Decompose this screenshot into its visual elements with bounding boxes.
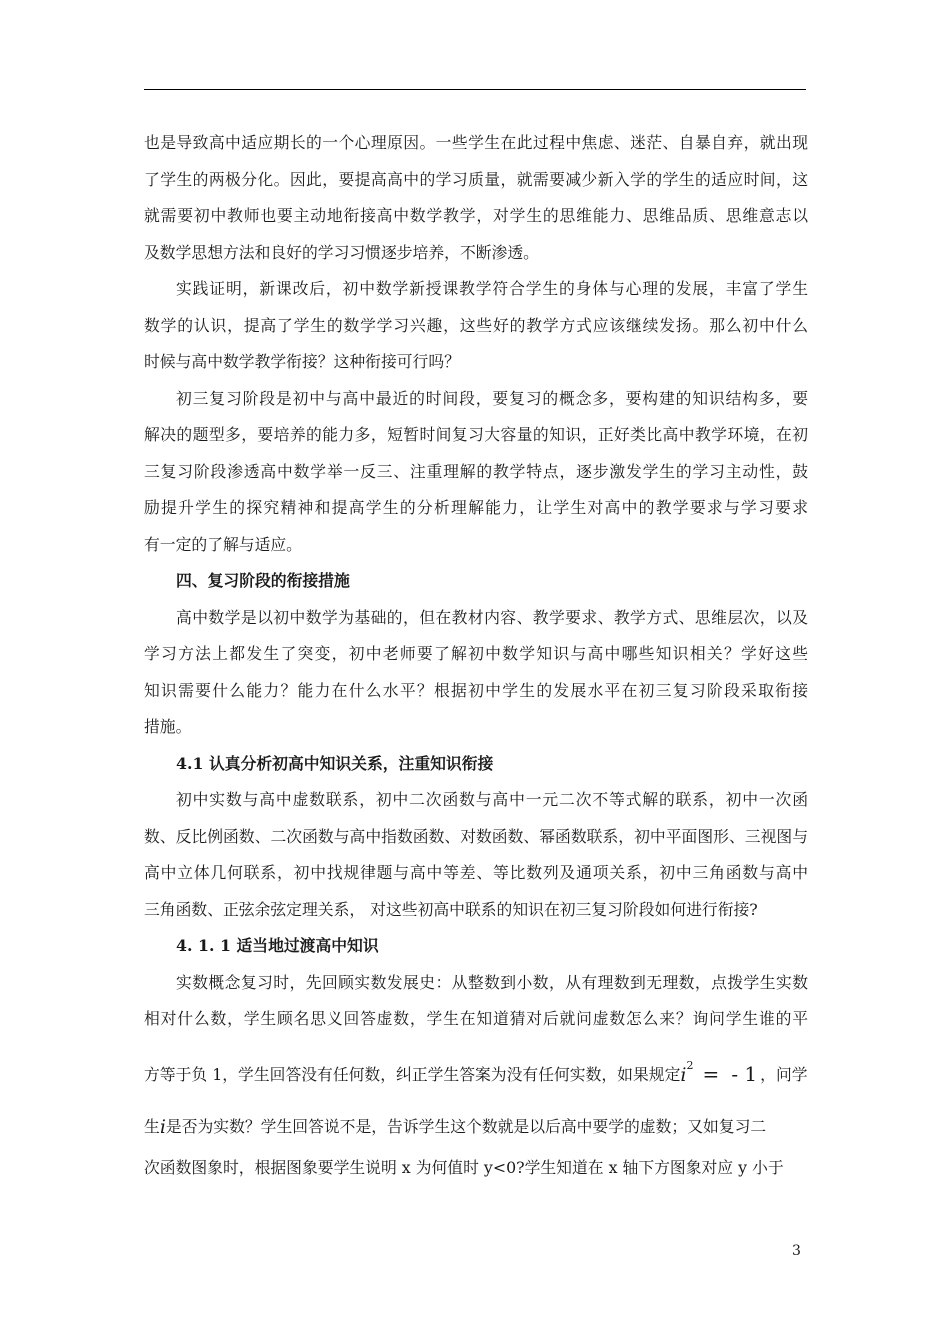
text-line: 相对什么数，学生顾名思义回答虚数，学生在知道猜对后就问虚数怎么来？询问学生谁的平 [144,1009,808,1028]
text-line: 高中数学是以初中数学为基础的，但在教材内容、教学要求、教学方式、思维层次，以及 [176,607,808,627]
text-line: 了学生的两极分化。因此，要提高高中的学习质量，就需要减少新入学的学生的适应时间，这 [144,169,808,189]
text-line: 及数学思想方法和良好的学习习惯逐步培养，不断渗透。 [144,242,539,262]
text-segment: 方等于负 1，学生回答没有任何数，纠正学生答案为没有任何实数，如果规定 [144,1065,681,1084]
paragraph-4 [144,600,808,746]
text-segment: 是否为实数？学生回答说不是，告诉学生这个数就是以后高中要学的虚数；又如复习二 [165,1117,767,1136]
math-equals: = [702,1062,720,1086]
section-heading-4-1: 4.1 认真分析初高中知识关系，注重知识衔接 [176,753,494,773]
text-line: 学习方法上都发生了突变，初中老师要了解初中数学知识与高中哪些知识相关？学好这些 [144,644,808,663]
section-heading-4-1-1: 4. 1. 1 适当地过渡高中知识 [176,936,379,955]
paragraph-1 [144,125,808,271]
text-line: 有一定的了解与适应。 [144,534,302,554]
paragraph-2 [144,271,808,381]
paragraph-3 [144,381,808,564]
text-line: 初三复习阶段是初中与高中最近的时间段，要复习的概念多，要构建的知识结构多，要 [176,388,808,408]
section-heading-4: 四、复习阶段的衔接措施 [176,571,350,590]
header-rule [144,89,806,90]
text-line: 三角函数、正弦余弦定理关系， 对这些初高中联系的知识在初三复习阶段如何进行衔接? [144,899,758,919]
text-line: 时候与高中数学教学衔接？这种衔接可行吗？ [144,352,460,371]
text-line: 知识需要什么能力？能力在什么水平？根据初中学生的发展水平在初三复习阶段采取衔接 [144,680,808,700]
math-variable: i [159,1116,166,1138]
page-body [144,125,808,1186]
text-line: 也是导致高中适应期长的一个心理原因。一些学生在此过程中焦虑、迷茫、自暴自弃，就出现 [144,133,808,152]
paragraph-6 [144,965,808,1187]
text-line: 三复习阶段渗透高中数学举一反三、注重理解的教学特点，逐步激发学生的学习主动性，鼓 [144,461,808,481]
math-text-line [144,1038,808,1098]
page-number: 3 [792,1243,801,1259]
text-line: 高中立体几何联系，初中找规律题与高中等差、等比数列及通项关系，初中三角函数与高中 [144,863,808,882]
math-value: - 1 [731,1062,758,1086]
text-line: 就需要初中教师也要主动地衔接高中数学教学，对学生的思维能力、思维品质、思维意志以 [144,206,808,225]
math-exponent: 2 [686,1059,694,1072]
text-line: 数学的认识，提高了学生的数学学习兴趣，这些好的教学方式应该继续发扬。那么初中什么 [144,315,808,335]
text-line: 初中实数与高中虚数联系，初中二次函数与高中一元二次不等式解的联系，初中一次函 [176,790,808,809]
text-line: 次函数图象时，根据图象要学生说明 x 为何值时 y<0?学生知道在 x 轴下方图象对应 y 小于 [144,1157,784,1177]
text-line: 解决的题型多，要培养的能力多，短暂时间复习大容量的知识，正好类比高中教学环境，在初 [144,425,808,444]
text-segment: 生 [144,1117,160,1136]
text-line: 措施。 [144,717,192,736]
text-line: 数、反比例函数、二次函数与高中指数函数、对数函数、幂函数联系，初中平面图形、三视图与 [144,826,808,846]
equation-i-squared [680,1048,760,1094]
text-line: 实践证明，新课改后，初中数学新授课教学符合学生的身体与心理的发展，丰富了学生 [176,279,808,298]
math-variable: i [680,1064,687,1086]
paragraph-5 [144,782,808,928]
text-line: 励提升学生的探究精神和提高学生的分析理解能力，让学生对高中的教学要求与学习要求 [144,498,808,517]
math-text-line [144,1098,808,1150]
text-segment: ，问学 [760,1065,808,1084]
text-line: 实数概念复习时，先回顾实数发展史：从整数到小数，从有理数到无理数，点拨学生实数 [176,972,808,992]
